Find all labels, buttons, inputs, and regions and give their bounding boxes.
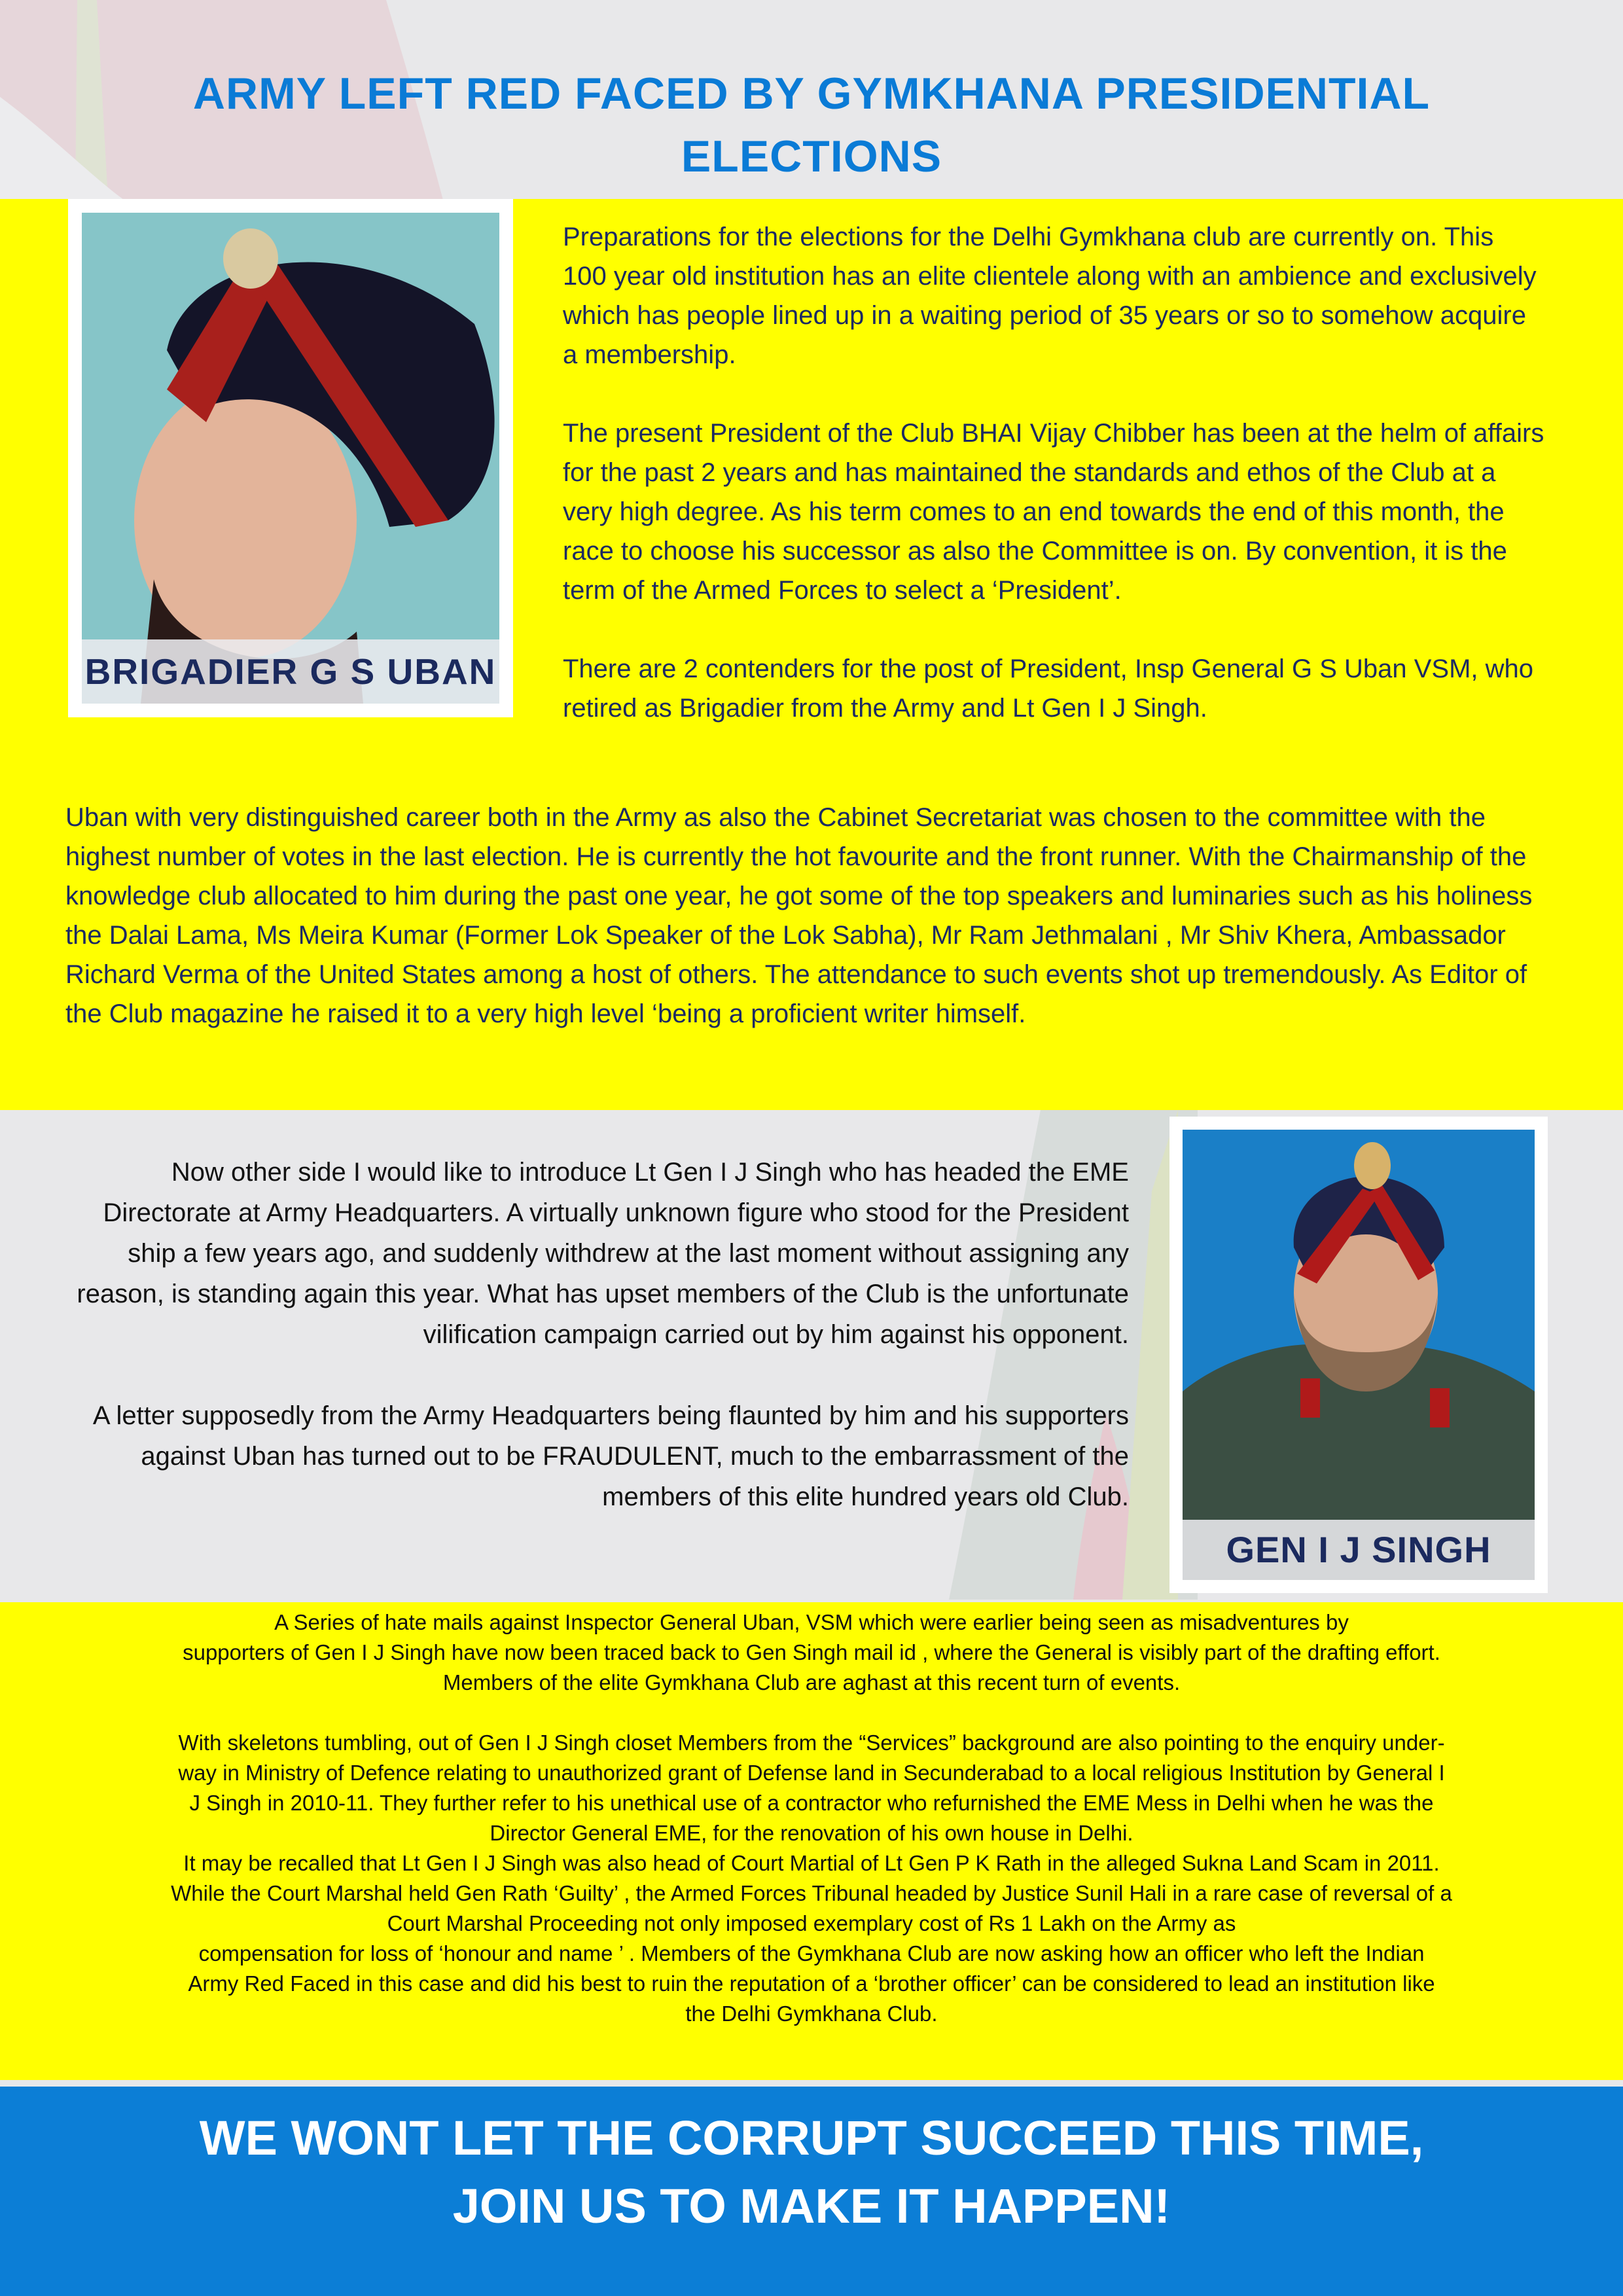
allegation-line: With skeletons tumbling, out of Gen I J Singh closet Members from the “Services” background are also pointing to the enquiry under- xyxy=(178,1731,1445,1755)
caption-singh-bar xyxy=(1183,1520,1535,1580)
header xyxy=(0,0,1623,199)
title-line-1: ARMY LEFT RED FACED BY GYMKHANA PRESIDENTIAL xyxy=(192,69,1431,118)
uban-paragraph: Uban with very distinguished career both in the Army as also the Cabinet Secretariat was chosen to the committee with the highest number of votes in the last election. He is currently the hot favourite and the front runner. With the Chairmanship of the knowledge club allocated to him during the past one year, he got some of the top speakers and luminaries such as his holiness the Dalai Lama, Ms Meira Kumar (Former Lok Speaker of the Lok Sabha), Mr Ram Jethmalani , Mr Shiv Khera, Ambassador Richard Verma of the United States among a host of others. The attendance to such events shot up tremendously. As Editor of the Club magazine he raised it to a very high level ‘being a proficient writer himself. xyxy=(65,803,1533,1028)
uban-paragraph-block xyxy=(65,798,1564,1033)
allegation-line: While the Court Marshal held Gen Rath ‘Guilty’ , the Armed Forces Tribunal headed by Justice Sunil Hali in a rare case of reversal of a xyxy=(171,1881,1452,1905)
portrait-photo-icon xyxy=(82,213,499,704)
allegation-line: way in Ministry of Defence relating to unauthorized grant of Defense land in Secunderabad to a local religious Institution by General I xyxy=(178,1761,1445,1785)
caption-uban-bar xyxy=(82,639,499,704)
allegation-line: Members of the elite Gymkhana Club are aghast at this recent turn of events. xyxy=(442,1670,1181,1695)
allegation-line: It may be recalled that Lt Gen I J Singh was also head of Court Martial of Lt Gen P K Rath in the alleged Sukna Land Scam in 2011. xyxy=(183,1851,1440,1875)
portrait-photo-icon xyxy=(1183,1130,1535,1580)
intro-paragraph-3: There are 2 contenders for the post of President, Insp General G S Uban VSM, who retired as Brigadier from the Army and Lt Gen I J Singh. xyxy=(563,655,1534,723)
allegation-line: A Series of hate mails against Inspector General Uban, VSM which were earlier being seen as misadventures by xyxy=(274,1610,1349,1634)
portrait-photo-uban xyxy=(82,213,499,704)
caption-singh: GEN I J SINGH xyxy=(1226,1529,1491,1570)
allegation-line: Army Red Faced in this case and did his best to ruin the reputation of a ‘brother officer’ can be considered to lead an institution like xyxy=(188,1971,1435,1996)
singh-paragraph-2: A letter supposedly from the Army Headquarters being flaunted by him and his supporters against Uban has turned out to be FRAUDULENT, much to the embarrassment of the members of this elite hundred years old Club. xyxy=(92,1401,1129,1511)
caption-uban: BRIGADIER G S UBAN xyxy=(84,651,497,692)
intro-paragraph-1: Preparations for the elections for the Delhi Gymkhana club are currently on. This 100 year old institution has an elite clientele along with an ambience and exclusively which has people lined up in a waiting period of 35 years or so to somehow acquire a membership. xyxy=(563,223,1537,369)
intro-paragraphs xyxy=(563,217,1544,767)
photo-frame-singh xyxy=(1169,1117,1548,1593)
intro-paragraph-2: The present President of the Club BHAI Vijay Chibber has been at the helm of affairs for the past 2 years and has maintained the standards and ethos of the Club at a very high degree. As his term comes to an end towards the end of this month, the race to choose his successor as also the Committee is on. By convention, it is the term of the Armed Forces to select a ‘President’. xyxy=(563,419,1544,605)
photo-frame-uban xyxy=(68,199,513,717)
allegation-line: J Singh in 2010-11. They further refer to his unethical use of a contractor who refurnished the EME Mess in Delhi when he was the xyxy=(189,1791,1434,1815)
allegation-line: compensation for loss of ‘honour and name ’ . Members of the Gymkhana Club are now asking how an officer who left the Indian xyxy=(198,1941,1425,1965)
allegation-line: supporters of Gen I J Singh have now been traced back to Gen Singh mail id , where the General is visibly part of the drafting effort. xyxy=(183,1640,1440,1664)
footer-slogan xyxy=(65,2104,1558,2240)
allegation-line: Court Marshal Proceeding not only imposed exemplary cost of Rs 1 Lakh on the Army as xyxy=(387,1911,1236,1935)
singh-paragraph-1: Now other side I would like to introduce Lt Gen I J Singh who has headed the EME Directorate at Army Headquarters. A virtually unknown figure who stood for the President ship a few years ago, and suddenly withdrew at the last moment without assigning any reason, is standing again this year. What has upset members of the Club is the unfortunate vilification campaign carried out by him against his opponent. xyxy=(77,1158,1129,1349)
title-line-2: ELECTIONS xyxy=(681,132,942,181)
allegation-line: the Delhi Gymkhana Club. xyxy=(685,2001,938,2026)
paragraph-gap xyxy=(52,1698,1571,1728)
footer-line-2: JOIN US TO MAKE IT HAPPEN! xyxy=(452,2179,1171,2233)
allegation-line: Director General EME, for the renovation of his own house in Delhi. xyxy=(490,1821,1133,1845)
singh-paragraphs xyxy=(65,1152,1129,1517)
footer-line-1: WE WONT LET THE CORRUPT SUCCEED THIS TIME, xyxy=(199,2111,1424,2165)
allegations-text xyxy=(52,1607,1571,2029)
portrait-photo-singh xyxy=(1183,1130,1535,1580)
